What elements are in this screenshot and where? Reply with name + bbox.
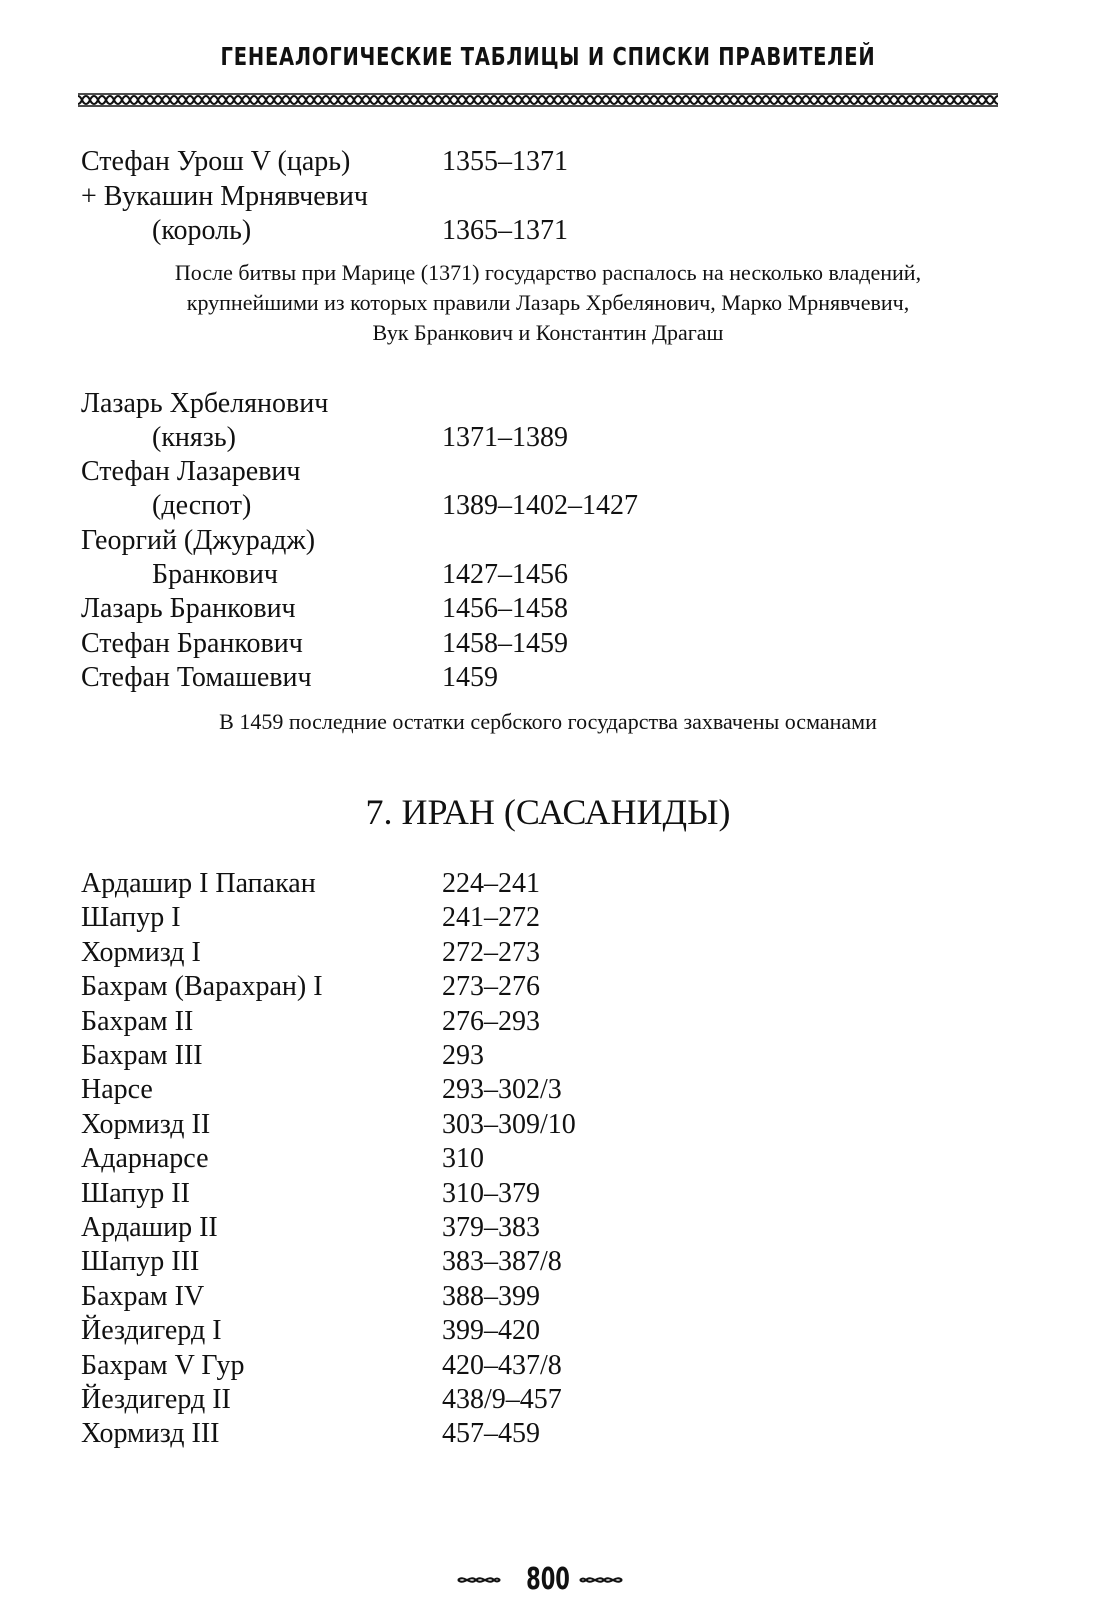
- reign-years: 379–383: [442, 1212, 540, 1243]
- ruler-name: Адарнарсе: [81, 1143, 209, 1174]
- reign-years: 1459: [442, 662, 498, 693]
- reign-years: 310–379: [442, 1178, 540, 1209]
- page-footer: [0, 1562, 1096, 1602]
- ruler-name: Хормизд III: [81, 1418, 220, 1449]
- ruler-name: Бранкович: [152, 559, 278, 590]
- running-header-title: ГЕНЕАЛОГИЧЕСКИЕ ТАБЛИЦЫ И СПИСКИ ПРАВИТЕЛЕЙ: [220, 42, 876, 71]
- reign-years: 241–272: [442, 902, 540, 933]
- ruler-name: Нарсе: [81, 1074, 153, 1105]
- ruler-name: Георгий (Джурадж): [81, 525, 316, 556]
- ruler-name: Йездигерд II: [81, 1384, 231, 1415]
- historical-note: [70, 258, 1026, 348]
- ruler-name: Хормизд II: [81, 1109, 211, 1140]
- reign-years: 383–387/8: [442, 1246, 562, 1277]
- ruler-name: Бахрам (Варахран) I: [81, 971, 323, 1002]
- reign-years: 1365–1371: [442, 215, 568, 246]
- reign-years: 272–273: [442, 937, 540, 968]
- ruler-name: (князь): [152, 422, 236, 453]
- ruler-name: Лазарь Хрбелянович: [81, 388, 329, 419]
- reign-years: 388–399: [442, 1281, 540, 1312]
- reign-years: 457–459: [442, 1418, 540, 1449]
- ruler-name: Бахрам III: [81, 1040, 203, 1071]
- reign-years: 273–276: [442, 971, 540, 1002]
- reign-years: 1427–1456: [442, 559, 568, 590]
- reign-years: 224–241: [442, 868, 540, 899]
- ruler-name: Ардашир I Папакан: [81, 868, 316, 899]
- header-ornament-border: [78, 93, 998, 107]
- page-number: 800: [526, 1562, 570, 1597]
- note-line: После битвы при Марице (1371) государство распалось на несколько владений,: [174, 260, 922, 285]
- ruler-name: Стефан Томашевич: [81, 662, 312, 693]
- note-line: Вук Бранкович и Константин Драгаш: [372, 320, 724, 345]
- reign-years: 303–309/10: [442, 1109, 576, 1140]
- reign-years: 1355–1371: [442, 146, 568, 177]
- note-line: крупнейшими из которых правили Лазарь Хрбелянович, Марко Мрнявчевич,: [186, 290, 910, 315]
- ruler-name: Ардашир II: [81, 1212, 218, 1243]
- reign-years: 1371–1389: [442, 422, 568, 453]
- reign-years: 420–437/8: [442, 1350, 562, 1381]
- reign-years: 1389–1402–1427: [442, 490, 638, 521]
- ruler-name: Стефан Урош V (царь): [81, 146, 351, 177]
- historical-note: В 1459 последние остатки сербского государства захвачены османами: [219, 709, 877, 734]
- ruler-name: Шапур II: [81, 1178, 190, 1209]
- ruler-name: Бахрам II: [81, 1006, 194, 1037]
- ruler-name: Стефан Лазаревич: [81, 456, 301, 487]
- ruler-name: + Вукашин Мрнявчевич: [81, 181, 368, 212]
- ruler-name: Бахрам V Гур: [81, 1350, 245, 1381]
- ruler-name: Лазарь Бранкович: [81, 593, 296, 624]
- ruler-name: Стефан Бранкович: [81, 628, 303, 659]
- reign-years: 438/9–457: [442, 1384, 562, 1415]
- footer-ornament-right: [578, 1572, 624, 1588]
- reign-years: 1456–1458: [442, 593, 568, 624]
- reign-years: 293–302/3: [442, 1074, 562, 1105]
- ruler-name: Шапур III: [81, 1246, 200, 1277]
- ruler-name: Хормизд I: [81, 937, 201, 968]
- ruler-name: Йездигерд I: [81, 1315, 222, 1346]
- reign-years: 310: [442, 1143, 484, 1174]
- ruler-name: (деспот): [152, 490, 252, 521]
- reign-years: 293: [442, 1040, 484, 1071]
- reign-years: 399–420: [442, 1315, 540, 1346]
- ruler-name: Бахрам IV: [81, 1281, 205, 1312]
- section-title: 7. ИРАН (САСАНИДЫ): [365, 792, 731, 832]
- reign-years: 1458–1459: [442, 628, 568, 659]
- ruler-name: (король): [152, 215, 252, 246]
- reign-years: 276–293: [442, 1006, 540, 1037]
- ruler-name: Шапур I: [81, 902, 181, 933]
